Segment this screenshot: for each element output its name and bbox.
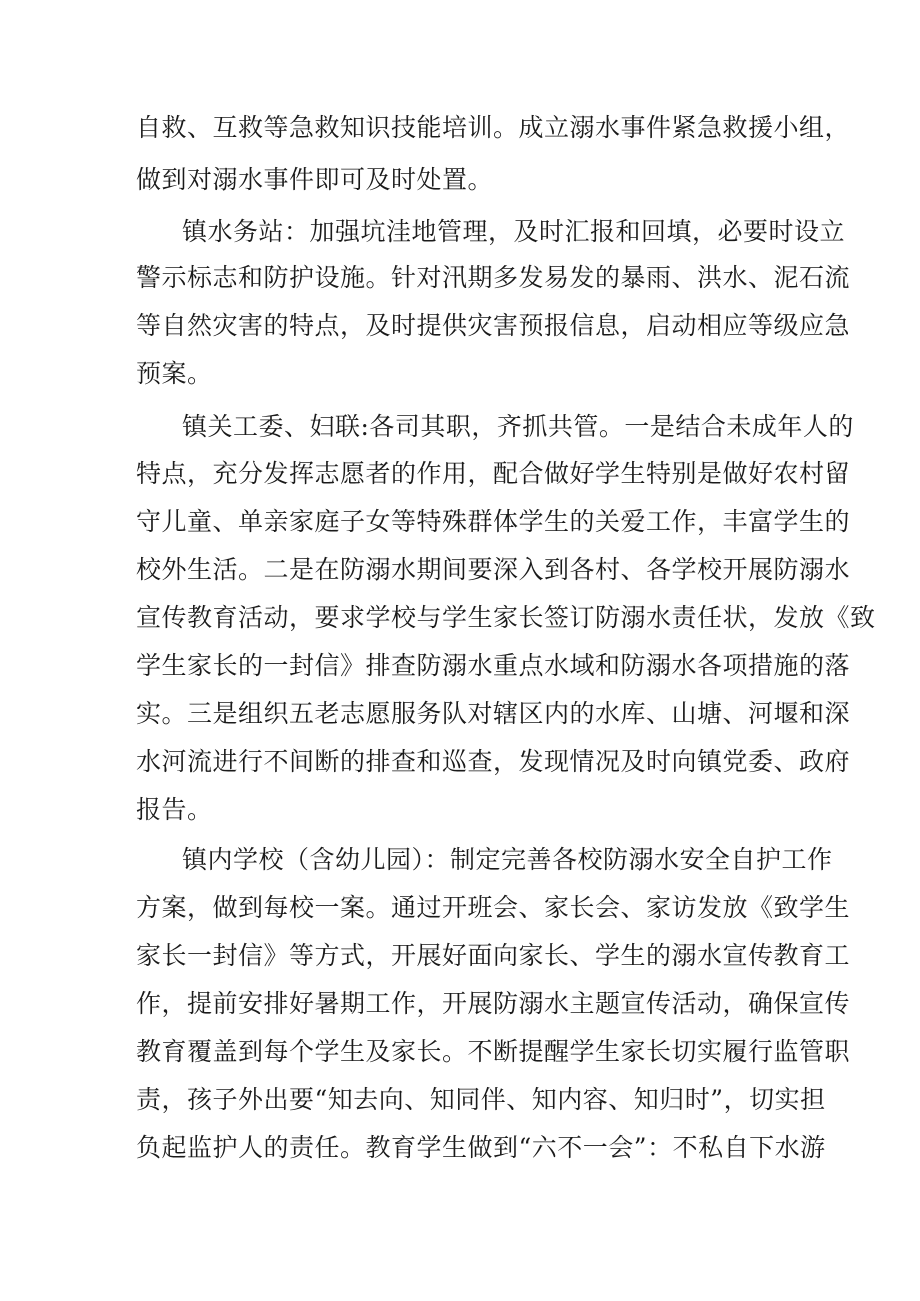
text-line: 守儿童、单亲家庭子女等特殊群体学生的关爱工作，丰富学生的 [136,507,851,536]
text-line: 校外生活。二是在防溺水期间要深入到各村、各学校开展防溺水 [136,555,851,584]
text-line: 自救、互救等急救知识技能培训。成立溺水事件紧急救援小组， [136,113,851,142]
text-line: 报告。 [136,795,213,824]
text-line: 教育覆盖到每个学生及家长。不断提醒学生家长切实履行监管职 [136,1037,851,1066]
text-line: 警示标志和防护设施。针对汛期多发易发的暴雨、洪水、泥石流 [136,263,851,292]
text-line: 家长一封信》等方式，开展好面向家长、学生的溺水宣传教育工 [136,941,851,970]
text-line: 特点，充分发挥志愿者的作用，配合做好学生特别是做好农村留 [136,459,851,488]
paragraph-start-line: 镇关工委、妇联:各司其职，齐抓共管。一是结合未成年人的 [182,412,854,441]
text-line: 实。三是组织五老志愿服务队对辖区内的水库、山塘、河堰和深 [136,699,851,728]
text-line: 等自然灾害的特点，及时提供灾害预报信息，启动相应等级应急 [136,311,851,340]
text-line: 方案，做到每校一案。通过开班会、家长会、家访发放《致学生 [136,893,851,922]
text-line: 责，孩子外出要“知去向、知同伴、知内容、知归时”，切实担 [136,1085,826,1114]
text-line: 预案。 [136,359,213,388]
paragraph-start-line: 镇水务站：加强坑洼地管理，及时汇报和回填，必要时设立 [182,217,846,246]
text-line: 负起监护人的责任。教育学生做到“六不一会”：不私自下水游 [136,1133,826,1162]
text-line: 作，提前安排好暑期工作，开展防溺水主题宣传活动，确保宣传 [136,989,851,1018]
paragraph-start-line: 镇内学校（含幼儿园）：制定完善各校防溺水安全自护工作 [182,845,833,874]
text-line: 做到对溺水事件即可及时处置。 [136,165,494,194]
text-line: 宣传教育活动，要求学校与学生家长签订防溺水责任状，发放《致 [136,603,876,632]
text-line: 学生家长的一封信》排查防溺水重点水域和防溺水各项措施的落 [136,651,851,680]
text-line: 水河流进行不间断的排查和巡查，发现情况及时向镇党委、政府 [136,747,851,776]
